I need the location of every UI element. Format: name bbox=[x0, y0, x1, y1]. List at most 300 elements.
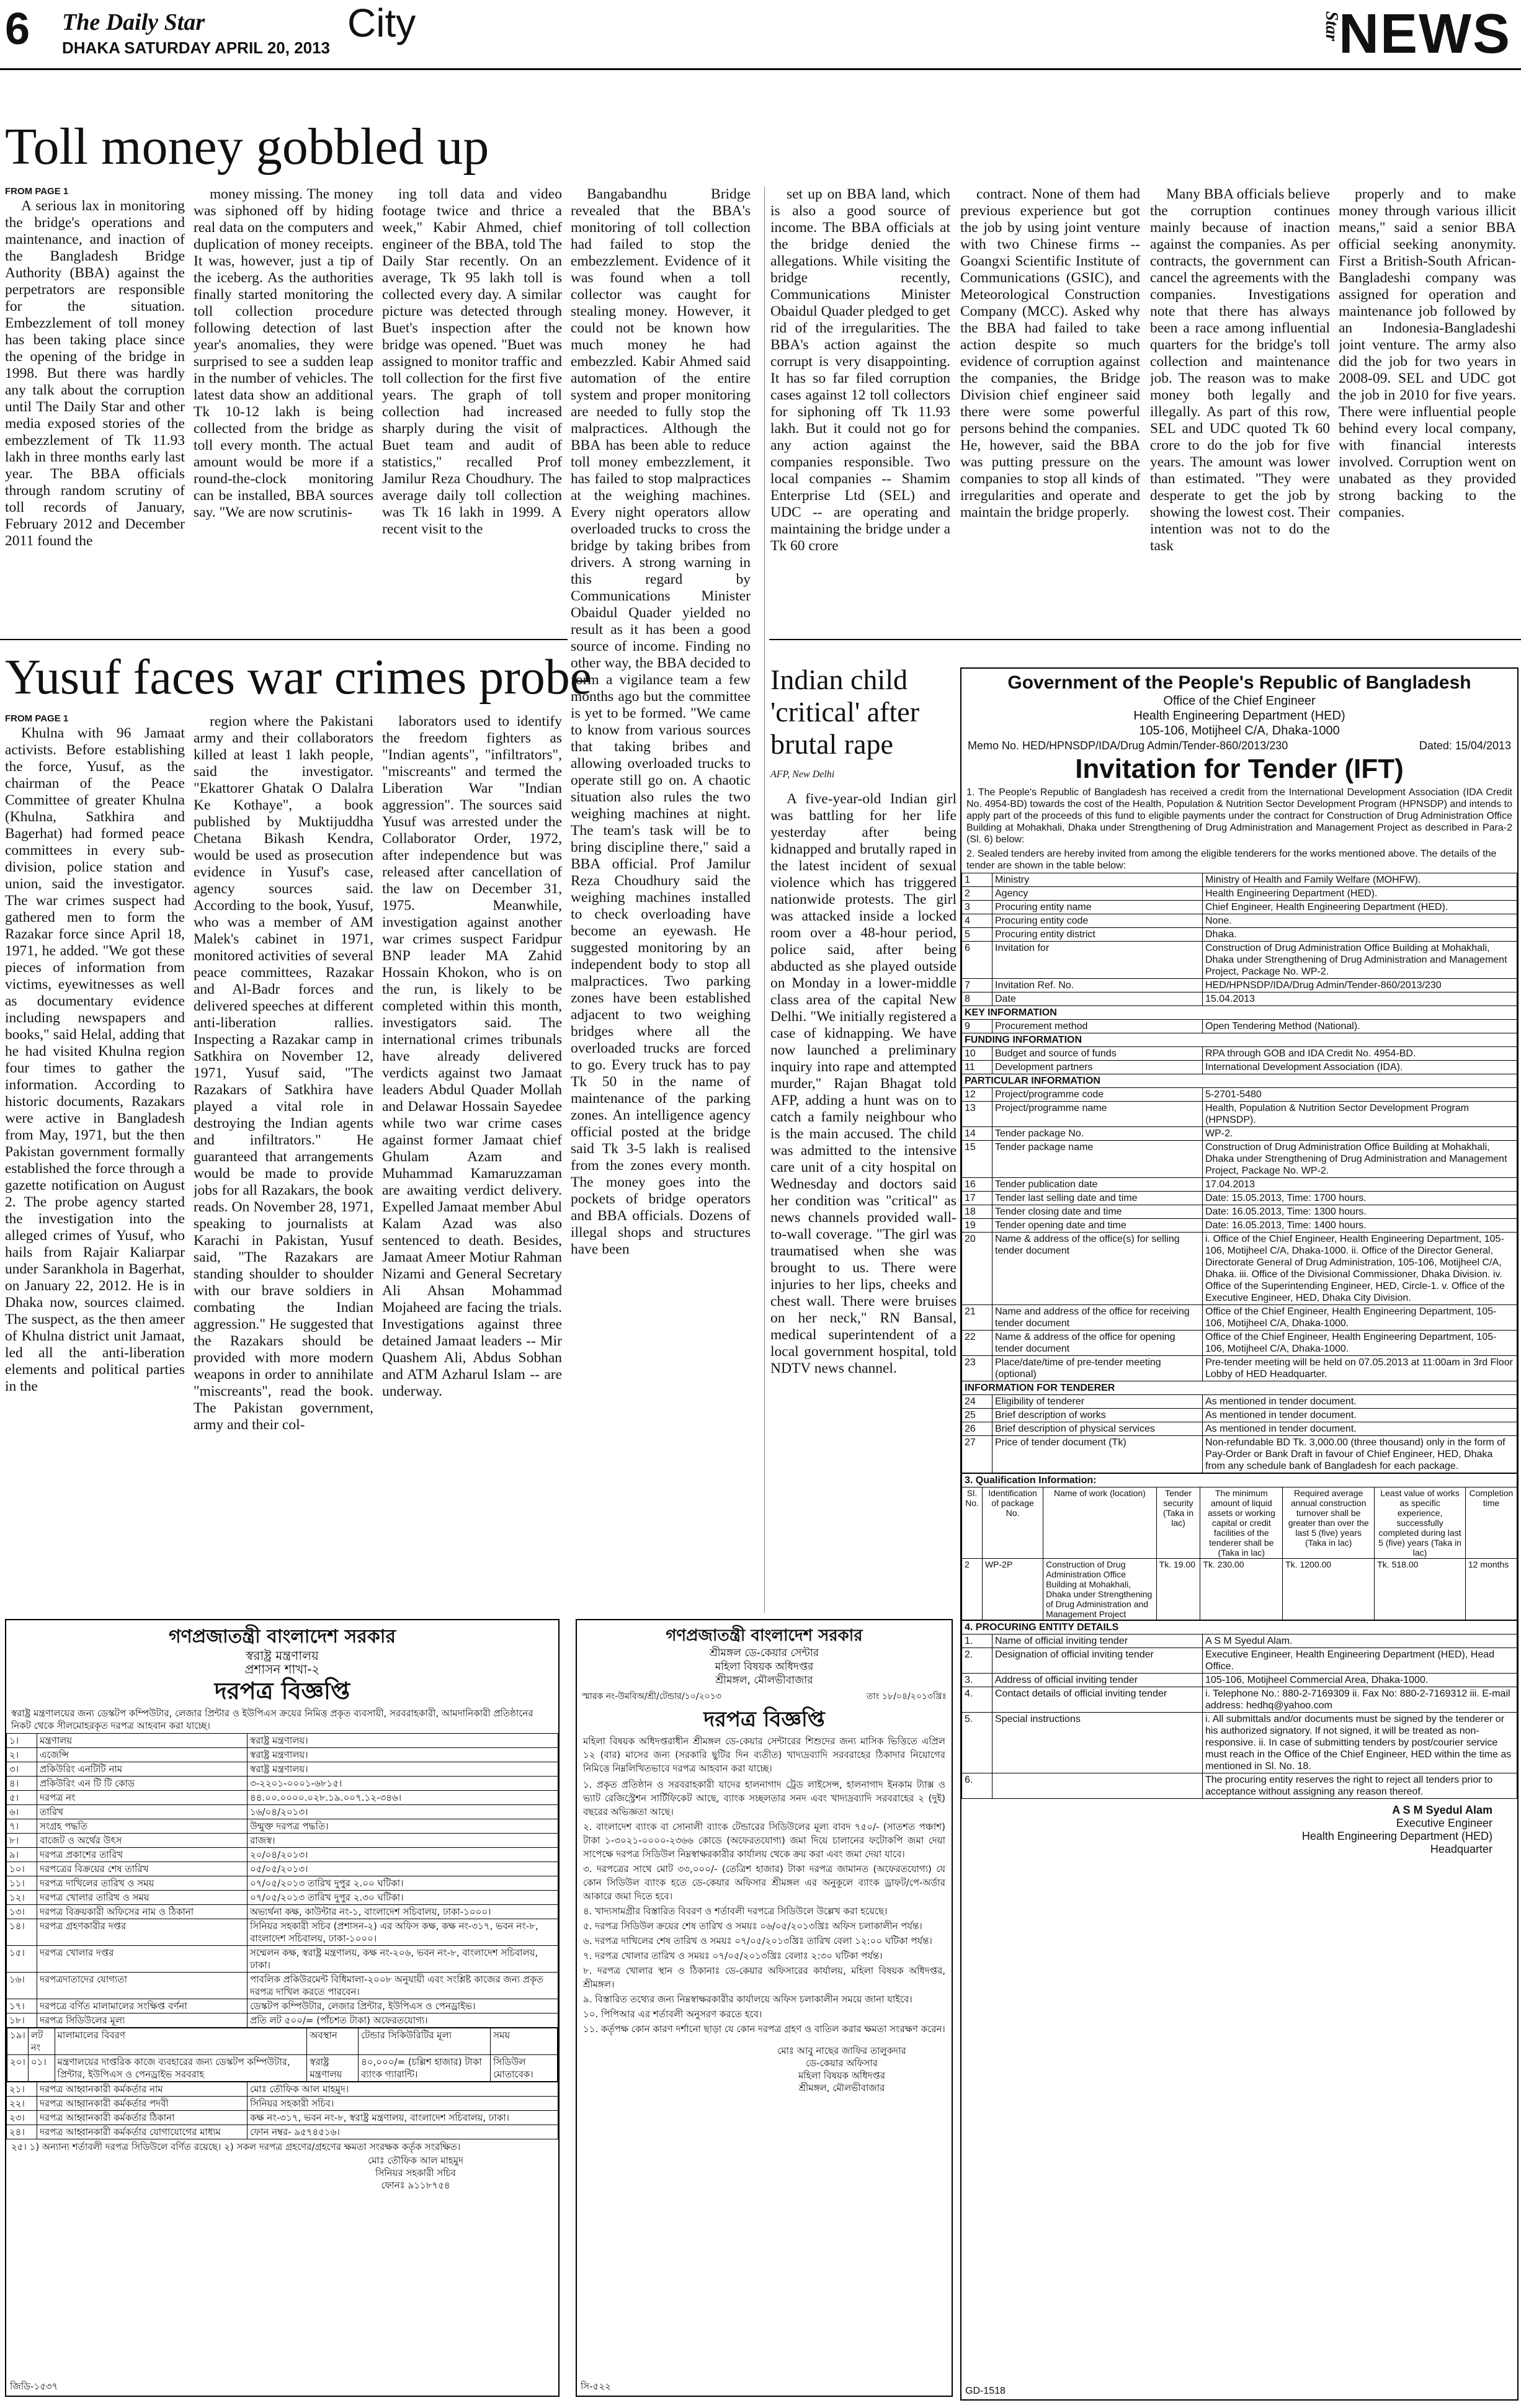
table-cell: 12 bbox=[962, 1088, 992, 1102]
table-row bbox=[7, 1946, 558, 1973]
section-row bbox=[962, 1474, 1517, 1487]
toll-col-3 bbox=[382, 186, 562, 636]
table-cell: Tender package No. bbox=[992, 1127, 1203, 1141]
table-row bbox=[962, 1020, 1517, 1033]
yusuf-from: FROM PAGE 1 bbox=[5, 713, 69, 724]
table-cell: দরপত্রদাতাদের যোগ্যতা bbox=[37, 1973, 248, 1999]
table-cell: 4. bbox=[962, 1687, 992, 1713]
table-cell: Name of official inviting tender bbox=[992, 1634, 1203, 1648]
table-cell: Project/programme name bbox=[992, 1102, 1203, 1127]
table-cell: 26 bbox=[962, 1422, 992, 1436]
table-cell: দরপত্র আহ্বানকারী কর্মকর্তার নাম bbox=[37, 2082, 248, 2097]
table-cell: Office of the Chief Engineer, Health Engineering Department, 105-106, Motijheel C/A, Dhaka-1000. bbox=[1203, 1305, 1517, 1331]
table-cell: Tender package name bbox=[992, 1141, 1203, 1178]
table-row bbox=[962, 1422, 1517, 1436]
table-cell: তারিখ bbox=[37, 1805, 248, 1819]
star-logo: Star bbox=[1322, 11, 1341, 42]
bangla1-branch: প্রশাসন শাখা-২ bbox=[244, 1662, 320, 1677]
table-cell: Tender opening date and time bbox=[992, 1219, 1203, 1233]
table-cell: স্বরাষ্ট্র মন্ত্রণালয় bbox=[307, 2055, 359, 2082]
tender-table bbox=[961, 873, 1517, 1473]
tender-dated: Dated: 15/04/2013 bbox=[1419, 739, 1511, 752]
table-cell: Health, Population & Nutrition Sector Development Program (HPNSDP). bbox=[1203, 1102, 1517, 1127]
table-cell: WP-2. bbox=[1203, 1127, 1517, 1141]
table-cell: Agency bbox=[992, 887, 1203, 901]
bangla2-date: তাং ১৮/০৪/২০১৩খ্রিঃ bbox=[866, 1692, 947, 1701]
table-cell: Procurement method bbox=[992, 1020, 1203, 1033]
table-cell: 2. bbox=[962, 1648, 992, 1674]
table-cell: 21 bbox=[962, 1305, 992, 1331]
table-row bbox=[962, 901, 1517, 914]
table-cell: Construction of Drug Administration Office Building at Mohakhali, Dhaka under Strengthening of Drug Administration and Management Project, Package No. WP-2. bbox=[1203, 1141, 1517, 1178]
table-cell: Dhaka. bbox=[1203, 928, 1517, 942]
bangla2-signature bbox=[732, 2045, 952, 2094]
table-cell: সিনিয়র সহকারী সচিব (প্রশাসন-২) এর অফিস কক্ষ, কক্ষ নং-৩১৭, ভবন নং-৮, বাংলাদেশ সচিবালয়, ঢাকা-১০০০। bbox=[248, 1919, 558, 1946]
table-cell: As mentioned in tender document. bbox=[1203, 1422, 1517, 1436]
tender-dept: Health Engineering Department (HED) bbox=[1133, 709, 1345, 723]
bangla1-ministry: স্বরাষ্ট্র মন্ত্রণালয় bbox=[246, 1648, 319, 1663]
table-cell: Invitation Ref. No. bbox=[992, 979, 1203, 992]
yusuf-col-1 bbox=[5, 713, 185, 1594]
table-row bbox=[962, 1773, 1517, 1799]
bangla1-notes: ২৫। ১) অন্যান্য শর্তাবলী দরপত্র সিডিউলে বর্ণিত রয়েছে। ২) সকল দরপত্র গ্রহণের/গ্রহণের ক্ষমতা সংরক্ষক কর্তৃক সংরক্ষিত। bbox=[11, 2141, 461, 2152]
table-cell: Budget and source of funds bbox=[992, 1047, 1203, 1061]
table-cell: Name and address of the office for receiving tender document bbox=[992, 1305, 1203, 1331]
table-cell: INFORMATION FOR TENDERER bbox=[962, 1381, 1517, 1395]
table-row bbox=[7, 1876, 558, 1891]
table-cell: Open Tendering Method (National). bbox=[1203, 1020, 1517, 1033]
table-cell: ডেস্কটপ কম্পিউটার, লেজার প্রিন্টার, ইউপিএস ও পেনড্রাইভ। bbox=[248, 1999, 558, 2013]
bangla1-sign-phone: ফোনঃ ৯১১৮৭৫৪ bbox=[381, 2180, 450, 2191]
table-cell: সম্মেলন কক্ষ, স্বরাষ্ট্র মন্ত্রণালয়, কক্ষ নং-২০৬, ভবন নং-৮, বাংলাদেশ সচিবালয়, ঢাকা। bbox=[248, 1946, 558, 1973]
table-cell: FUNDING INFORMATION bbox=[962, 1033, 1517, 1047]
table-cell: টেন্ডার সিকিউরিটির মূল্য bbox=[359, 2028, 491, 2055]
table-cell: ২। bbox=[7, 1748, 37, 1762]
toll-col-4 bbox=[571, 186, 751, 1607]
table-cell: দরপত্র আহ্বানকারী কর্মকর্তার পদবী bbox=[37, 2097, 248, 2111]
table-cell: ২০/০৪/২০১৩। bbox=[248, 1848, 558, 1862]
dateline: DHAKA SATURDAY APRIL 20, 2013 bbox=[62, 38, 331, 57]
toll-col-5 bbox=[770, 186, 950, 636]
table-cell: 1. bbox=[962, 1634, 992, 1648]
table-cell: 27 bbox=[962, 1436, 992, 1473]
table-cell: বাজেট ও অর্থের উৎস bbox=[37, 1834, 248, 1848]
table-cell: Brief description of works bbox=[992, 1409, 1203, 1422]
table-row bbox=[7, 2097, 558, 2111]
table-cell: Required average annual construction turnover shall be greater than over the last 5 (five) years (Taka in lac) bbox=[1283, 1487, 1375, 1559]
table-cell: 3. bbox=[962, 1674, 992, 1687]
bangla2-sign-dept: মহিলা বিষয়ক অধিদপ্তর bbox=[798, 2070, 885, 2081]
toll-text-7: Many BBA officials believe the corruption continues mainly because of inaction against the companies. As per contracts, the government can cancel the agreements with the companies. Investigations note that there has always been a race among influential quarters for the bridge's toll collection and maintenance job. The reason was to make money both legally and illegally. As part of this row, SEL and UDC quoted Tk 60 crore to do the job for five years. The amount was lower than estimated. "They were desperate to get the job by showing the lowest cost. Their intention was not to do the task bbox=[1150, 186, 1330, 554]
list-item: ১. প্রকৃত প্রতিষ্ঠান ও সরবরাহকারী যাদের হালনাগাদ ট্রেড লাইসেন্স, হালনাগাদ ইনকাম ট্যাক্স ও ভ্যাট রেজিস্ট্রেশন সার্টিফিকেট আছে, ব্যাংক সচ্ছলতার সনদ এবং খাদ্যদ্রব্যাদি সরবরাহের ২ (দুই) বছরের অভিজ্ঞতা আছে। bbox=[583, 1779, 945, 1817]
table-row bbox=[962, 1648, 1517, 1674]
table-cell: সিনিয়র সহকারী সচিব। bbox=[248, 2097, 558, 2111]
table-cell: Tk. 230.00 bbox=[1200, 1559, 1283, 1620]
table-cell: Development partners bbox=[992, 1061, 1203, 1074]
table-cell: Executive Engineer, Health Engineering Department (HED), Head Office. bbox=[1203, 1648, 1517, 1674]
section-row bbox=[962, 1381, 1517, 1395]
table-cell: Contact details of official inviting tender bbox=[992, 1687, 1203, 1713]
table-cell: 18 bbox=[962, 1205, 992, 1219]
table-cell: i. All submittals and/or documents must be signed by the tenderer or his authorized signatory. If not signed, it will be treated as non-responsive. ii. In case of submitting tenders by post/courier service must reach in the Office of the Chief Engineer, HED within the time as mentioned in Sl. No. 18. bbox=[1203, 1713, 1517, 1773]
table-cell: 16 bbox=[962, 1178, 992, 1192]
toll-col-2 bbox=[194, 186, 373, 636]
table-cell: Sl. No. bbox=[962, 1487, 983, 1559]
table-cell: Name & address of the office for opening tender document bbox=[992, 1331, 1203, 1356]
table-cell: দরপত্রের বিক্রয়ের শেষ তারিখ bbox=[37, 1862, 248, 1876]
bangla1-gov: গণপ্রজাতন্ত্রী বাংলাদেশ সরকার bbox=[169, 1626, 396, 1648]
bangla2-items bbox=[577, 1777, 952, 2038]
section-row bbox=[962, 1074, 1517, 1088]
table-row bbox=[962, 1219, 1517, 1233]
table-cell: Completion time bbox=[1465, 1487, 1517, 1559]
table-row bbox=[962, 887, 1517, 901]
table-cell: ৫। bbox=[7, 1791, 37, 1805]
table-row bbox=[962, 1061, 1517, 1074]
table-cell: ১২। bbox=[7, 1891, 37, 1905]
table-cell: 24 bbox=[962, 1395, 992, 1409]
tender-intro-1: 1. The People's Republic of Bangladesh has received a credit from the International Development Association (IDA Credit No. 4954-BD) towards the cost of the Health, Population & Nutrition Sector Development Program (HPNSDP) and intends to apply part of the proceeds of this fund to eligible payments under the contract for Construction of Drug Administration Office Building at Mohakhali, Dhaka under Strengthening of Drug Administration and Management Project as described in Para-2 (Sl. 6) below: bbox=[966, 787, 1512, 845]
list-item: ৮. দরপত্র খোলার স্থান ও ঠিকানাঃ ডে-কেয়ার অফিসারের কার্যালয়, মহিলা বিষয়ক অধিদপ্তর, শ্রীমঙ্গল। bbox=[583, 1965, 945, 1990]
table-row bbox=[962, 979, 1517, 992]
table-row bbox=[7, 2111, 558, 2125]
table-row bbox=[7, 1905, 558, 1919]
table-cell: 15 bbox=[962, 1141, 992, 1178]
table-cell: Address of official inviting tender bbox=[992, 1674, 1203, 1687]
table-row bbox=[962, 1674, 1517, 1687]
table-cell: 17.04.2013 bbox=[1203, 1178, 1517, 1192]
tender-code: GD-1518 bbox=[965, 2386, 1006, 2396]
table-row bbox=[962, 1233, 1517, 1305]
table-cell: Tender publication date bbox=[992, 1178, 1203, 1192]
toll-col-6 bbox=[960, 186, 1140, 636]
table-header-row bbox=[7, 2028, 558, 2055]
table-cell: 13 bbox=[962, 1102, 992, 1127]
table-cell: HED/HPNSDP/IDA/Drug Admin/Tender-860/2013/230 bbox=[1203, 979, 1517, 992]
table-row bbox=[7, 2125, 558, 2139]
table-row bbox=[7, 1805, 558, 1819]
toll-text-2: money missing. The money was siphoned off by hiding real data on the computers and duplication of money receipts. It was, however, just a tip of the iceberg. As the authorities finally started monitoring the toll collection procedure following detection of last year's anomalies, they were surprised to see a sudden leap in the number of vehicles. The latest data show an additional Tk 10-12 lakh is being collected from the bridge as toll every month. The actual amount would be more if a round-the-clock monitoring can be installed, BBA sources say. "We are now scrutinis- bbox=[194, 186, 373, 520]
bangla2-ref: স্মারক নং-উমবিঅ/শ্রী/টেন্ডার/১০/২০১৩ bbox=[582, 1692, 721, 1701]
table-row bbox=[7, 1819, 558, 1834]
table-row bbox=[7, 1999, 558, 2013]
table-cell: Construction of Drug Administration Office Building at Mohakhali, Dhaka under Strengthening of Drug Administration and Management Project bbox=[1043, 1559, 1157, 1620]
tender-sign-hq: Headquarter bbox=[1430, 1843, 1492, 1855]
table-row bbox=[7, 1777, 558, 1791]
table-cell: Tk. 1200.00 bbox=[1283, 1559, 1375, 1620]
toll-text-8: properly and to make money through various illicit means," said a senior BBA official seeking anonymity. First a British-South African-Bangladeshi company was assigned for operation and maintenance job followed by an Indonesia-Bangladeshi joint venture. The army also did the job for two years in 2008-09. SEL and UDC got the job in 2010 for five years. There were influential people behind every local company, with financial interests involved. Corruption went on unabated as they provided strong backing to the companies. bbox=[1339, 186, 1516, 520]
bangla2-ref-line bbox=[577, 1687, 952, 1706]
table-row bbox=[962, 1141, 1517, 1178]
table-cell: স্বরাষ্ট্র মন্ত্রণালয়। bbox=[248, 1762, 558, 1777]
table-cell: ১৬। bbox=[7, 1973, 37, 1999]
table-row bbox=[962, 1395, 1517, 1409]
list-item: ২. বাংলাদেশ ব্যাংক বা সোনালী ব্যাংক টেন্ডারের সিডিউলের মূল্য বাবদ ৭৫০/- (সাতশত পঞ্চাশ) টাকা ১-৩০২১-০০০০-২৩৬৬ কোডে (অফেরতযোগ্য) জমা দিয়ে চালানের ফটোকপি জমা দেয়া সাপেক্ষে দরপত্র সিডিউল নিম্নস্বাক্ষরকারীর কার্যালয় থেকে ক্রয় করা এবং জমা দেয়া যাবে। bbox=[583, 1821, 945, 1860]
table-cell: ১৩। bbox=[7, 1905, 37, 1919]
table-cell: A S M Syedul Alam. bbox=[1203, 1634, 1517, 1648]
table-cell: ১৬/০৪/২০১৩। bbox=[248, 1805, 558, 1819]
table-cell: ১। bbox=[7, 1734, 37, 1748]
table-cell: ৪০,০০০/= (চল্লিশ হাজার) টাকা ব্যাংক গ্যারান্টি। bbox=[359, 2055, 491, 2082]
table-cell: Name & address of the office(s) for selling tender document bbox=[992, 1233, 1203, 1305]
table-cell: Office of the Chief Engineer, Health Engineering Department, 105-106, Motijheel C/A, Dhaka-1000. bbox=[1203, 1331, 1517, 1356]
table-cell: স্বরাষ্ট্র মন্ত্রণালয়। bbox=[248, 1748, 558, 1762]
table-row bbox=[7, 1862, 558, 1876]
table-cell: Ministry of Health and Family Welfare (MOHFW). bbox=[1203, 873, 1517, 887]
toll-col-8 bbox=[1339, 186, 1516, 636]
table-row bbox=[962, 1088, 1517, 1102]
table-cell: দরপত্র নং bbox=[37, 1791, 248, 1805]
table-cell: দরপত্র প্রকাশের তারিখ bbox=[37, 1848, 248, 1862]
table-cell: স্বরাষ্ট্র মন্ত্রণালয়। bbox=[248, 1734, 558, 1748]
table-cell: Special instructions bbox=[992, 1713, 1203, 1773]
table-cell: 9 bbox=[962, 1020, 992, 1033]
bangla2-center: শ্রীমঙ্গল ডে-কেয়ার সেন্টার bbox=[709, 1647, 819, 1659]
bangla1-sign-title: সিনিয়র সহকারী সচিব bbox=[375, 2167, 456, 2178]
table-row bbox=[7, 2082, 558, 2097]
table-row bbox=[962, 1356, 1517, 1381]
section-row bbox=[962, 1006, 1517, 1020]
table-cell: অভ্যর্থনা কক্ষ, কাউন্টার নং-১, বাংলাদেশ সচিবালয়, ঢাকা-১০০০। bbox=[248, 1905, 558, 1919]
table-header-row bbox=[962, 1487, 1517, 1559]
table-cell: 17 bbox=[962, 1192, 992, 1205]
table-row bbox=[7, 1734, 558, 1748]
table-cell: Tender security (Taka in lac) bbox=[1156, 1487, 1200, 1559]
table-cell: 2 bbox=[962, 887, 992, 901]
table-cell: ৮। bbox=[7, 1834, 37, 1848]
table-cell: কক্ষ নং-৩১৭, ভবন নং-৮, স্বরাষ্ট্র মন্ত্রণালয়, বাংলাদেশ সচিবালয়, ঢাকা। bbox=[248, 2111, 558, 2125]
table-cell: Procuring entity district bbox=[992, 928, 1203, 942]
section-name: City bbox=[347, 1, 416, 45]
table-cell: ২৩। bbox=[7, 2111, 37, 2125]
table-cell: Date bbox=[992, 992, 1203, 1006]
table-cell: দরপত্র খোলার দপ্তর bbox=[37, 1946, 248, 1973]
table-row bbox=[962, 873, 1517, 887]
table-cell: পাবলিক প্রকিউরমেন্ট বিধিমালা-২০০৮ অনুযায়ী এবং সংশ্লিষ্ট কাজের জন্য প্রকৃত দরপত্র দাখিল করতে পারবেন। bbox=[248, 1973, 558, 1999]
table-cell: ১৯। bbox=[7, 2028, 29, 2055]
list-item: ৩. দরপত্রের সাথে মোট ৩৩,০০০/- (তেত্রিশ হাজার) টাকা দরপত্র জামানত (অফেরতযোগ্য) যে কোন সিডিউল ব্যাংক হতে ডে-কেয়ার অফিসার শ্রীমঙ্গল এর অনুকূলে ব্যাংক ড্রাফট/পে-অর্ডার আকারে জমা দিতে হবে। bbox=[583, 1863, 945, 1902]
table-cell: ১৭। bbox=[7, 1999, 37, 2013]
list-item: ১১. কর্তৃপক্ষ কোন কারণ দর্শানো ছাড়া যে কোন দরপত্র গ্রহণ ও বাতিল করার ক্ষমতা সংরক্ষণ করেন। bbox=[583, 2023, 945, 2035]
yusuf-text-2: region where the Pakistani army and their collaborators killed at least 1 lakh people, said the investigator. "Ekattorer Ghatak O Dalalra Ke Kothaye", a book published by Muktijuddha Chetana Bikash Kendra, would be used as prosecution evidence in Yusuf's case, agency sources said. According to the book, Yusuf, who was a member of AM Malek's cabinet in 1971, monitored activities of several peace committees, Razakar and Al-Badr forces and delivered speeches at different anti-liberation rallies. Inspecting a Razakar camp in Satkhira on November 12, 1971, Yusuf said, "The Razakars of Satkhira have played a vital role in destroying the Indian agents and infiltrators." He guaranteed that arrangements would be made to provide jobs for all Razakars, the book reads. On November 28, 1971, speaking to journalists at Karachi in Pakistan, Yusuf said, "The Razakars are standing shoulder to shoulder with our brave soldiers in combating the Indian aggression." He suggested that the Razakars should be provided with more modern weapons in order to annihilate "miscreants", read the book. The Pakistan government, army and their col- bbox=[194, 713, 373, 1433]
toll-col-7 bbox=[1150, 186, 1330, 636]
table-row bbox=[962, 1305, 1517, 1331]
table-cell: ০১। bbox=[28, 2055, 55, 2082]
table-cell: Designation of official inviting tender bbox=[992, 1648, 1203, 1674]
table-row bbox=[7, 1891, 558, 1905]
table-row bbox=[7, 1973, 558, 1999]
tender-office: Office of the Chief Engineer bbox=[1163, 694, 1316, 708]
table-cell: Brief description of physical services bbox=[992, 1422, 1203, 1436]
table-row bbox=[962, 1713, 1517, 1773]
table-cell: WP-2P bbox=[982, 1559, 1043, 1620]
bangla2-gov: গণপ্রজাতন্ত্রী বাংলাদেশ সরকার bbox=[666, 1626, 863, 1645]
table-cell: i. Telephone No.: 880-2-7169309 ii. Fax No: 880-2-7169312 iii. E-mail address: hedhq@yahoo.com bbox=[1203, 1687, 1517, 1713]
table-cell: দরপত্র গ্রহণকারীর দপ্তর bbox=[37, 1919, 248, 1946]
toll-text-6: contract. None of them had previous experience but got the job by using joint venture with two Chinese firms -- Goangxi Scientific Institute of Communications (GSIC), and Meteorological Construction Company (MCC). Asked why the BBA had failed to take action despite so much evidence of corruption against the companies, the Bridge Division chief engineer said there were some powerful persons behind the companies. He, however, said the BBA was putting pressure on the companies to stop all kinds of irregularities and operate and maintain the bridge properly. bbox=[960, 186, 1140, 520]
table-cell: ৩। bbox=[7, 1762, 37, 1777]
table-cell: 12 months bbox=[1465, 1559, 1517, 1620]
table-cell: 5. bbox=[962, 1713, 992, 1773]
bangla2-code: সি-৫২২ bbox=[581, 2381, 611, 2392]
yusuf-text-3: laborators used to identify the freedom fighters as "Indian agents", "infiltrators", "miscreants" and termed the Liberation War "Indian aggression". The sources said Yusuf was arrested under the Collaborator Order, 1972, after independence but was released after cancellation of the law on December 31, 1975. Meanwhile, investigation against another war crimes suspect Faridpur BNP leader MA Zahid Hossain Khokon, who is on the run, is likely to be completed within this month, investigators said. The international crimes tribunals have already delivered verdicts against two Jamaat leaders Abdul Quader Mollah and Delawar Hossain Sayedee while two war crime cases against former Jamaat chief Ghulam Azam and Muhammad Kamaruzzaman are awaiting verdict delivery. Expelled Jamaat member Abul Kalam Azad was also sentenced to death. Besides, Jamaat Ameer Motiur Rahman Nizami and General Secretary Ali Ahsan Mohammad Mojaheed are facing the trials. Investigations against three detained Jamaat leaders -- Mir Quashem Ali, Abdus Sobhan and ATM Azharul Islam -- are underway. bbox=[382, 713, 562, 1399]
table-cell: Date: 16.05.2013, Time: 1400 hours. bbox=[1203, 1219, 1517, 1233]
table-cell: ৪। bbox=[7, 1777, 37, 1791]
procuring-table bbox=[961, 1620, 1517, 1799]
table-cell: ১০। bbox=[7, 1862, 37, 1876]
table-cell: সংগ্রহ পদ্ধতি bbox=[37, 1819, 248, 1834]
tender-signature bbox=[961, 1799, 1517, 1856]
table-cell: মন্ত্রণালয়ের দাপ্তরিক কাজে ব্যবহারের জন্য ডেস্কটপ কম্পিউটার, প্রিন্টার, ইউপিএস ও পেনড্রাইভ সরবরাহ bbox=[55, 2055, 307, 2082]
table-cell: ১৮। bbox=[7, 2013, 37, 2028]
table-cell: 20 bbox=[962, 1233, 992, 1305]
bangla2-sign-loc: শ্রীমঙ্গল, মৌলভীবাজার bbox=[798, 2082, 885, 2094]
table-cell: ০৭/০৫/২০১৩ তারিখ দুপুর ২.০০ ঘটিকা। bbox=[248, 1876, 558, 1891]
table-cell: Chief Engineer, Health Engineering Department (HED). bbox=[1203, 901, 1517, 914]
india-headline: Indian child 'critical' after brutal rape bbox=[770, 664, 920, 760]
tender-memo: Memo No. HED/HPNSDP/IDA/Drug Admin/Tender-860/2013/230 bbox=[968, 739, 1288, 752]
table-cell: 15.04.2013 bbox=[1203, 992, 1517, 1006]
table-cell: মালামালের বিবরণ bbox=[55, 2028, 307, 2055]
table-row bbox=[7, 1791, 558, 1805]
table-cell: ফোন নম্বর- ৯৫৭৪৫১৬। bbox=[248, 2125, 558, 2139]
table-row bbox=[962, 1331, 1517, 1356]
yusuf-text-1: Khulna with 96 Jamaat activists. Before establishing the force, Yusuf, as the chairman of the Peace Committee of greater Khulna (Khulna, Satkhira and Bagerhat) had formed peace committees in every sub-division, police station and union, said the investigator. The war crimes suspect had gathered men to form the Razakar force since April 18, 1971, he added. "We got these pieces of information from victims, eyewitnesses as well as documentary evidence including newspapers and books," said Helal, adding that he had visited Khulna region four times to gather the information. According to historic documents, Razakars were active in Bangladesh from May, 1971, but the then Pakistan government formally established the force through a gazette notification on August 2. The probe agency started the investigation into the alleged crimes of Yusuf, who hails from Rajair Kaliarpar under Sarankhola in Bagerhat, on January 22, 2012. He is in Dhaka now, sources claimed. The suspect, as the then ameer of Khulna district unit Jamaat, led all the anti-liberation elements and political parties in the bbox=[5, 725, 185, 1394]
table-cell: ৩-২২০১-০০০১-৬৮১৫। bbox=[248, 1777, 558, 1791]
table-cell: 1 bbox=[962, 873, 992, 887]
masthead bbox=[0, 0, 1521, 70]
lot-table bbox=[7, 2028, 558, 2082]
table-row bbox=[7, 1848, 558, 1862]
table-cell: 3. Qualification Information: bbox=[962, 1474, 1517, 1487]
table-cell: Identification of package No. bbox=[982, 1487, 1043, 1559]
table-cell: RPA through GOB and IDA Credit No. 4954-BD. bbox=[1203, 1047, 1517, 1061]
bangla-tender-home bbox=[5, 1619, 560, 2397]
table-cell: দরপত্র আহ্বানকারী কর্মকর্তার যোগাযোগের মাধ্যম bbox=[37, 2125, 248, 2139]
tender-notice bbox=[960, 667, 1519, 2401]
india-text: A five-year-old Indian girl was battling for her life yesterday after being kidnapped and brutally raped in the latest incident of sexual violence which has triggered nationwide protests. The girl was attacked inside a locked room over a 48-hour period, police said, after being abducted as she played outside on Monday in a lower-middle class area of the capital New Delhi. "We initially registered a case of kidnapping. We have now launched a preliminary inquiry into rape and attempted murder," Rajan Bhagat told AFP, adding a hunt was on to catch a family neighbour who is the main accused. The child was admitted to the intensive care unit of a city hospital on Wednesday and doctors said her condition was "critical" as news channels provided wall-to-wall coverage. "The girl was traumatised when she was brought to us. There were injuries to her lips, cheeks and chest wall. There were bruises on her neck," RN Bansal, medical superintendent of a local government hospital, told NDTV news channel. bbox=[770, 791, 957, 1376]
table-cell: 5-2701-5480 bbox=[1203, 1088, 1517, 1102]
table-cell: ২২। bbox=[7, 2097, 37, 2111]
bangla2-location: শ্রীমঙ্গল, মৌলভীবাজার bbox=[715, 1674, 813, 1687]
table-cell: Tk. 518.00 bbox=[1375, 1559, 1466, 1620]
table-cell: 3 bbox=[962, 901, 992, 914]
table-cell: 25 bbox=[962, 1409, 992, 1422]
bangla1-signature bbox=[273, 2154, 558, 2192]
divider bbox=[764, 186, 765, 1613]
table-row bbox=[962, 928, 1517, 942]
table-cell: প্রকিউরিং এন টি টি কোড bbox=[37, 1777, 248, 1791]
list-item: ১০. পিপিআর এর শর্তাবলী অনুসরণ করতে হবে। bbox=[583, 2009, 762, 2020]
table-cell: মোঃ তৌফিক আল মাহমুদ। bbox=[248, 2082, 558, 2097]
table-cell: মন্ত্রণালয় bbox=[37, 1734, 248, 1748]
tender-sign-dept: Health Engineering Department (HED) bbox=[1301, 1830, 1492, 1842]
table-cell: 105-106, Motijheel Commercial Area, Dhaka-1000. bbox=[1203, 1674, 1517, 1687]
table-cell: 6. bbox=[962, 1773, 992, 1799]
list-item: ৬. দরপত্র দাখিলের শেষ তারিখ ও সময়ঃ ০৭/০৫/২০১৩খ্রিঃ তারিখ বেলা ১২:০০ ঘটিকা পর্যন্ত। bbox=[583, 1935, 932, 1946]
toll-text-5: set up on BBA land, which is also a good source of income. The BBA officials at the bridge denied the allegations. While visiting the bridge recently, Communications Minister Obaidul Quader pledged to get rid of the irregularities. The BBA's action against the corrupt is very disappointing. It has so far filed corruption cases against 12 toll collectors for siphoning off Tk 11.93 lakh. But it could not go for any action against the companies responsible. Two local companies -- Shamim Enterprise Ltd (SEL) and UDC -- are operating and maintaining the bridge under a Tk 60 crore bbox=[770, 186, 950, 554]
toll-from: FROM PAGE 1 bbox=[5, 186, 69, 197]
table-cell: As mentioned in tender document. bbox=[1203, 1409, 1517, 1422]
tender-title: Invitation for Tender (IFT) bbox=[1075, 754, 1404, 784]
paper-name: The Daily Star bbox=[62, 9, 205, 35]
table-cell: 6 bbox=[962, 942, 992, 979]
section-row bbox=[962, 1033, 1517, 1047]
table-cell: উন্মুক্ত দরপত্র পদ্ধতি। bbox=[248, 1819, 558, 1834]
table-cell: Least value of works as specific experience, successfully completed during last 5 (five) years (Taka in lac) bbox=[1375, 1487, 1466, 1559]
table-cell: প্রতি লট ৫০০/= (পাঁচশত টাকা) অফেরতযোগ্য। bbox=[248, 2013, 558, 2028]
table-cell: Place/date/time of pre-tender meeting (optional) bbox=[992, 1356, 1203, 1381]
table-cell: অবস্থান bbox=[307, 2028, 359, 2055]
bangla1-intro: স্বরাষ্ট্র মন্ত্রণালয়ের জন্য ডেস্কটপ কম্পিউটার, লেজার প্রিন্টার ও ইউপিএস ক্রয়ের নিমিত্ত প্রকৃত ব্যবসায়ী, সরবরাহকারী, আমদানিকারী প্রতিষ্ঠানের নিকট থেকে সীলমোহরকৃত দরপত্র আহবান করা যাচ্ছে। bbox=[11, 1708, 533, 1731]
table-cell bbox=[992, 1773, 1203, 1799]
india-byline: AFP, New Delhi bbox=[770, 769, 835, 780]
table-cell: ১১। bbox=[7, 1876, 37, 1891]
table-cell: Eligibility of tenderer bbox=[992, 1395, 1203, 1409]
table-cell: ৯। bbox=[7, 1848, 37, 1862]
table-cell: i. Office of the Chief Engineer, Health Engineering Department, 105-106, Motijheel C/A, Dhaka-1000. ii. Office of the Director General, Directorate General of Drug Administration, 105-106, Motijheel C/A, Dhaka. iii. Office of the Divisional Commissioner, Dhaka Division. iv. Office of the Superintending Engineer, HED, Circle-1. v. Office of the Executive Engineer, HED, Dhaka City Division. bbox=[1203, 1233, 1517, 1305]
table-cell: দরপত্র বিক্রয়কারী অফিসের নাম ও ঠিকানা bbox=[37, 1905, 248, 1919]
list-item: ৭. দরপত্র খোলার তারিখ ও সময়ঃ ০৭/০৫/২০১৩খ্রিঃ বেলাঃ ২:৩০ ঘটিকা পর্যন্ত। bbox=[583, 1950, 883, 1961]
divider bbox=[769, 639, 1521, 640]
table-cell: Pre-tender meeting will be held on 07.05.2013 at 11:00am in 3rd Floor Lobby of HED Headquarter. bbox=[1203, 1356, 1517, 1381]
bangla1-code: জিডি-১৫৩৭ bbox=[10, 2381, 58, 2392]
table-row bbox=[962, 942, 1517, 979]
table-cell: 11 bbox=[962, 1061, 992, 1074]
table-row bbox=[962, 1559, 1517, 1620]
divider bbox=[0, 639, 568, 640]
table-row bbox=[962, 1047, 1517, 1061]
table-cell: ০৫/০৫/২০১৩। bbox=[248, 1862, 558, 1876]
table-cell: Procuring entity name bbox=[992, 901, 1203, 914]
table-row bbox=[7, 2013, 558, 2028]
toll-text-4: Bangabandhu Bridge revealed that the BBA's monitoring of toll collection had failed to stop the embezzlement. Evidence of it was found when a toll collector was caught for stealing money. However, it could not be known how much money he had embezzled. Kabir Ahmed said automation of the entire system and proper monitoring are needed to fully stop the malpractices. Although the BBA has been able to reduce toll money embezzlement, it has failed to stop malpractices at the weighing machines. Every night operators allow overloaded trucks to cross the bridge by taking bribes from drivers. A strong warning in this regard by Communications Minister Obaidul Quader yielded no result as it has been a good source of income. Finding no other way, the BBA decided to form a vigilance team a few months ago but the committee is yet to be formed. "We came to know from various sources that taking bribes and allowing overloaded trucks to operate still go on. A chaotic situation also rules the two weighing machines at night. The team's task will be to bring discipline there," said a BBA official. Prof Jamilur Reza Choudhury said the weighing machines installed to check overloading have become an eyewash. He suggested monitoring by an independent body to stop all malpractices. Two parking zones have been established adjacent to two weighing bridges where all the overloaded trucks are forced to go. Every truck has to pay Tk 50 in the name of maintenance of the parking zones. An intelligence agency official posted at the bridge said Tk 3-5 lakh is realised from the zones every month. The money goes into the pockets of bridge operators and BBA officials. Dozens of illegal shops and structures have been bbox=[571, 186, 751, 1257]
bangla2-sign-name: মোঃ আবু নাছের জাফির তালুকদার bbox=[777, 2045, 906, 2056]
table-row bbox=[962, 1102, 1517, 1127]
table-row bbox=[7, 1834, 558, 1848]
table-cell: The minimum amount of liquid assets or working capital or credit facilities of the tenderer shall be (Taka in lac) bbox=[1200, 1487, 1283, 1559]
table-cell: এজেন্সি bbox=[37, 1748, 248, 1762]
table-cell: Price of tender document (Tk) bbox=[992, 1436, 1203, 1473]
table-cell: 22 bbox=[962, 1331, 992, 1356]
table-cell: Name of work (location) bbox=[1043, 1487, 1157, 1559]
table-row bbox=[962, 1178, 1517, 1192]
table-cell: 4 bbox=[962, 914, 992, 928]
table-cell: দরপত্র দাখিলের তারিখ ও সময় bbox=[37, 1876, 248, 1891]
table-cell: সময় bbox=[491, 2028, 558, 2055]
yusuf-col-2 bbox=[194, 713, 373, 1594]
table-row bbox=[962, 1409, 1517, 1422]
table-cell: Invitation for bbox=[992, 942, 1203, 979]
table-cell: দরপত্রে বর্ণিত মালামালের সংক্ষিপ্ত বর্ণনা bbox=[37, 1999, 248, 2013]
table-row bbox=[962, 1436, 1517, 1473]
lot-cell bbox=[7, 2028, 558, 2082]
table-cell: ৭। bbox=[7, 1819, 37, 1834]
table-row bbox=[7, 2055, 558, 2082]
table-cell: Construction of Drug Administration Office Building at Mohakhali, Dhaka under Strengthening of Drug Administration and Management Project, Package No. WP-2. bbox=[1203, 942, 1517, 979]
table-cell: 2 bbox=[962, 1559, 983, 1620]
table-row bbox=[962, 1205, 1517, 1219]
table-cell: ৬। bbox=[7, 1805, 37, 1819]
bangla2-title: দরপত্র বিজ্ঞপ্তি bbox=[703, 1707, 825, 1732]
table-row bbox=[7, 1748, 558, 1762]
yusuf-col-3 bbox=[382, 713, 562, 1594]
table-cell: 10 bbox=[962, 1047, 992, 1061]
table-cell: International Development Association (IDA). bbox=[1203, 1061, 1517, 1074]
toll-text-1: A serious lax in monitoring the bridge's operations and maintenance, and inaction of the Bangladesh Bridge Authority (BBA) against the perpetrators are responsible for the situation. Embezzlement of toll money has been taking place since the opening of the bridge in 1998. But there was hardly any talk about the corruption until The Daily Star and other media exposed stories of the embezzlement of Tk 11.93 lakh in three months early last year. The BBA officials through random scrutiny of toll records of January, February 2012 and December 2011 found the bbox=[5, 198, 185, 549]
table-row bbox=[7, 1762, 558, 1777]
table-cell: ২১। bbox=[7, 2082, 37, 2097]
